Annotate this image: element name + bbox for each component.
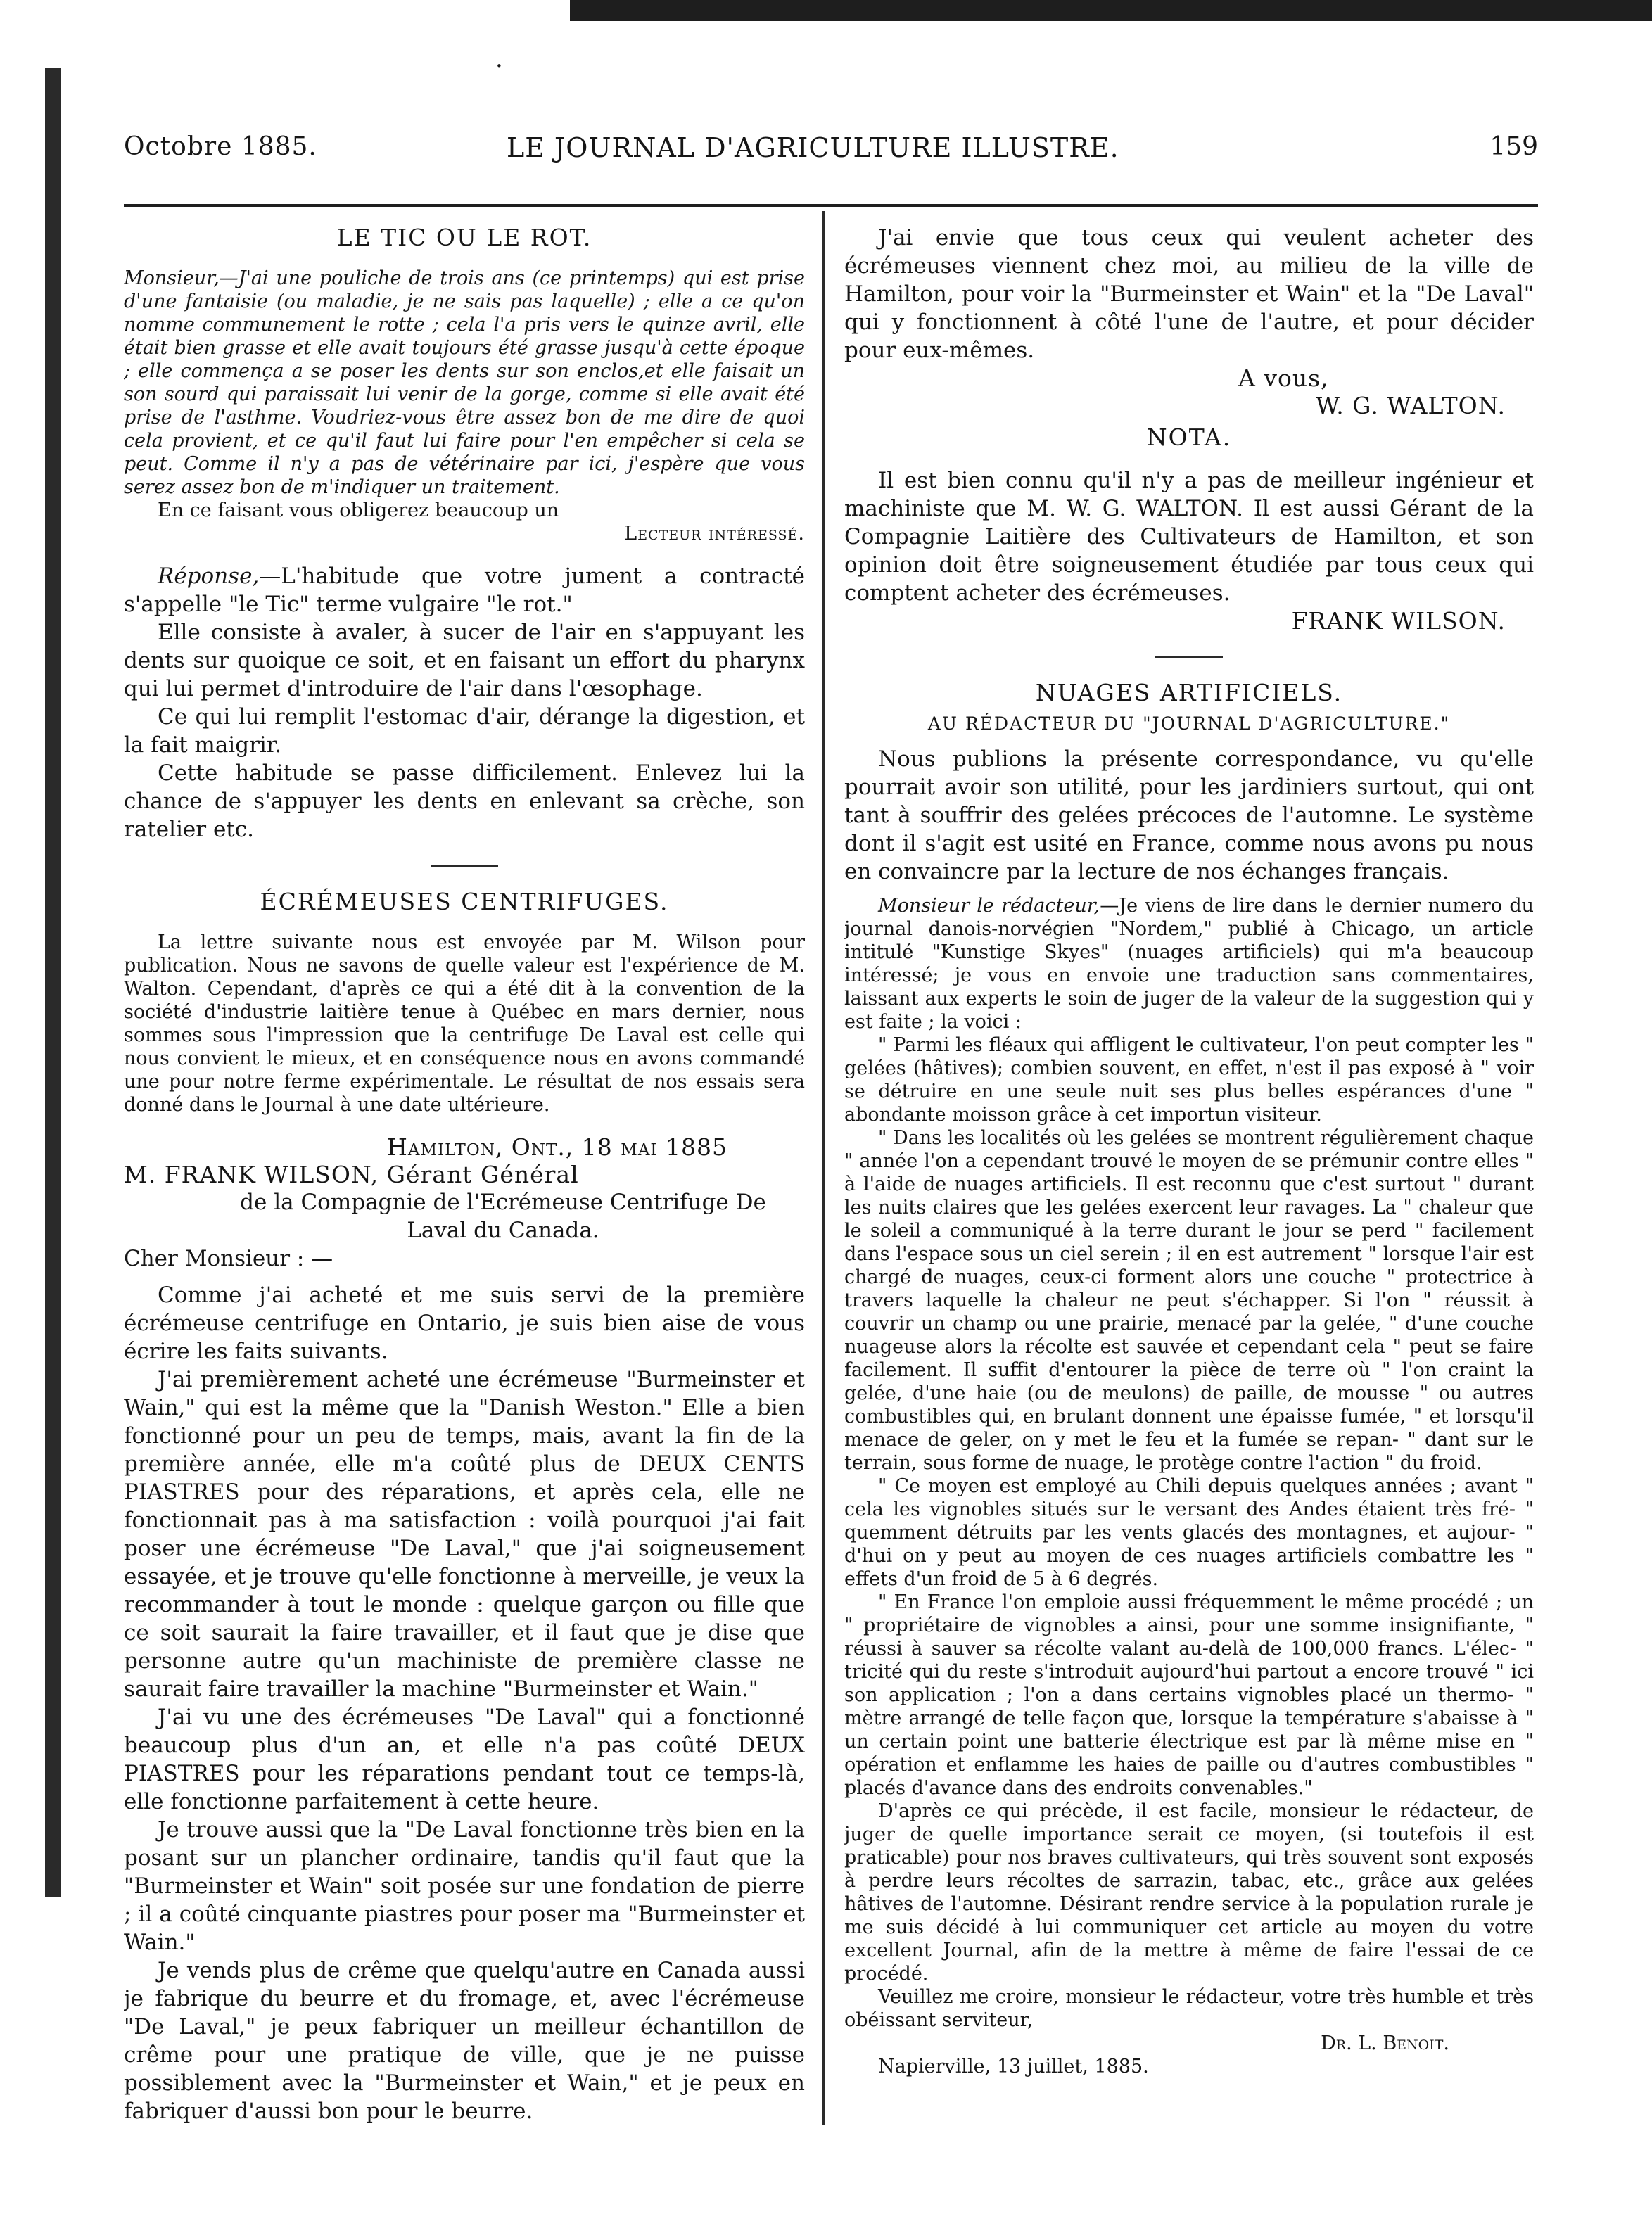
nuages-conclusion: D'après ce qui précède, il est facile, monsieur le rédacteur, de juger de quelle importance serait ce moyen, (si toutefois il est praticable) pour nos braves cultivateurs, qui très souvent sont exposés à perdre leurs récoltes de sarrazin, tabac, etc., grâce aux gelées hâtives de l'automne. Désirant rendre service à la population rurale je me suis décidé à lui communiquer cet article au moyen du votre excellent Journal, afin de la mettre à même de faire l'essai de ce procédé. [844,1800,1534,1985]
ecremeuses-title: ÉCRÉMEUSES CENTRIFUGES. [260,888,669,915]
tic-reply-2: Elle consiste à avaler, à sucer de l'air en s'appuyant les dents sur quoique ce soit, et en faisant un effort du pharynx qui lui permet d'introduire de l'air dans l'œsophage. [124,620,805,701]
ecremeuses-addressee-company: de la Compagnie de l'Ecrémeuse Centrifuge De Laval du Canada. [240,1190,766,1243]
spacer [124,545,805,562]
ecremeuses-addressee: M. FRANK WILSON, Gérant Général [124,1161,579,1188]
page-top-edge-bar [570,0,1652,21]
ecremeuses-closing: A vous, [1238,364,1329,392]
tic-title: LE TIC OU LE ROT. [336,224,592,251]
journal-title: LE JOURNAL D'AGRICULTURE ILLUSTRE. [507,132,1119,163]
nota-text: Il est bien connu qu'il n'y a pas de meilleur ingénieur et machiniste que M. W. G. WALTON. Il est aussi Gérant de la Compagnie Laitière des Cultivateurs de Hamilton, et son opinion doit être soigneusement étudiée par tous ceux qui comptent acheter des écrémeuses. [844,468,1534,606]
section-divider [1155,656,1223,658]
nuages-letter-text: —Je viens de lire dans le dernier numero du journal danois-norvégien "Nordem," publié à Chicago, un article intitulé "Kunstige Skyes" (nuages artificiels) qui m'a beaucoup intéressé; je vous en envoie une traduction sans commentaires, laissant aux experts le soin de juger de la valeur de la suggestion qui y est faite ; la voici : [844,895,1534,1033]
nuages-quote-4: " En France l'on emploie aussi fréquemment le même procédé ; un " propriétaire de vignobles a ainsi, pour une somme insignifiante, " réussi à sauver sa récolte valant au-delà de 100,000 francs. L'élec- " tricité qui du reste s'introduit aujourd'hui partout a encore trouvé " ici son application ; l'on a dans certains vignobles placé un thermo- " mètre arrangé de telle façon que, lorsque la température s'abaisse à " un certain point une batterie électrique est par là même mise en " opération et enflamme les haies de paille ou d'autres combustibles " placés d'avance dans des endroits convenables." [844,1591,1534,1799]
column-rule [822,211,825,2125]
ecremeuses-p6: J'ai envie que tous ceux qui veulent acheter des écrémeuses viennent chez moi, au milieu de la ville de Hamilton, pour voir la "Burmeinster et Wain" et la "De Laval" qui y fonctionnent à côté l'une de l'autre, et pour décider pour eux-mêmes. [844,225,1534,363]
page-margin-bar [45,68,61,1897]
right-column [844,224,1534,2130]
tic-signature: Lecteur intéressé. [624,523,805,545]
nuages-closing: Veuillez me croire, monsieur le rédacteur, votre très humble et très obéissant serviteur, [844,1986,1534,2031]
left-column [124,224,805,2130]
spacer [124,1273,805,1281]
ecremeuses-dateline: Hamilton, Ont., 18 mai 1885 [387,1133,727,1161]
nuages-quote-1: " Parmi les fléaux qui affligent le cultivateur, l'on peut compter les " gelées (hâtives); combien souvent, en effet, n'est il pas exposé à " voir se détruire en une seule nuit ses plus belles espérances d'une " abondante moisson grâce à cet importun visiteur. [844,1034,1534,1126]
nuages-place-date: Napierville, 13 juillet, 1885. [878,2056,1149,2077]
nuages-quote-3: " Ce moyen est employé au Chili depuis quelques années ; avant " cela les vignobles situés sur le versant des Andes étaient très fré- " quemment détruits par les vents glacés des montagnes, et aujour- " d'hui on y peut au moyen de ces nuages artificiels combattre les " effets d'un froid de 5 à 6 degrés. [844,1475,1534,1590]
ecremeuses-p1: Comme j'ai acheté et me suis servi de la première écrémeuse centrifuge en Ontario, je suis bien aise de vous écrire les faits suivants. [124,1283,805,1364]
tic-closing: En ce faisant vous obligerez beaucoup un [158,499,559,521]
running-header [124,132,1538,182]
ecremeuses-p5: Je vends plus de crême que quelqu'autre en Canada aussi je fabrique du beurre et du fromage, et, avec l'écrémeuse "De Laval," je peux fabriquer un meilleur échantillon de crême pour une pratique de ville, que je ne puisse possiblement avec la "Burmeinster et Wain," et je peux en fabriquer d'aussi bon pour le beurre. [124,1958,805,2124]
ecremeuses-p4: Je trouve aussi que la "De Laval fonctionne très bien en la posant sur un plancher ordinaire, tandis qu'il faut que la "Burmeinster et Wain" soit posée sur une fondation de pierre ; il a coûté cinquante piastres pour poser ma "Burmeinster et Wain." [124,1817,805,1955]
nota-title: NOTA. [1146,424,1232,451]
nuages-subtitle: AU RÉDACTEUR DU "JOURNAL D'AGRICULTURE." [927,713,1451,734]
ink-mark: · [495,52,503,80]
walton-signature: W. G. WALTON. [1316,392,1506,419]
ecremeuses-p3: J'ai vu une des écrémeuses "De Laval" qui a fonctionné beaucoup plus d'un an, et elle n'a pas coûté DEUX PIASTRES pour les réparations pendant tout ce temps-là, elle fonctionne parfaitement à cette heure. [124,1705,805,1814]
nuages-quote-2: " Dans les localités où les gelées se montrent régulièrement chaque " année l'on a cependant trouvé le moyen de se prémunir contre elles " à l'aide de nuages artificiels. Il est reconnu que c'est surtout " durant les nuits claires que les gelées exercent leur ravages. La " chaleur que le soleil a communiqué à la terre durant le jour se perd " facilement dans l'espace sous un ciel serein ; il en est autrement " lorsque l'air est chargé de nuages, ceux-ci forment alors une couche " protectrice à travers laquelle la chaleur ne peut s'échapper. Si l'on " réussit à couvrir un champ ou une prairie, menacé par la gelée, " d'une couche nuageuse alors la récolte est sauvée et cependant cela " peut se faire facilement. Il suffit d'entourer la pièce de terre où " l'on craint la gelée, d'une haie (ou de meulons) de paille, de mousse " ou autres combustibles qui, en brulant donnent une épaisse fumée, " et lorsqu'il menace de geler, on y met le feu et la fumée se repan- " dant sur le terrain, sous forme de nuage, le protège contre l'action " du froid. [844,1127,1534,1474]
benoit-signature: Dr. L. Benoit. [1321,2032,1449,2054]
ecremeuses-salutation: Cher Monsieur : — [124,1246,333,1271]
nuages-title: NUAGES ARTIFICIELS. [1035,679,1343,706]
header-rule [124,204,1538,207]
reply-text-1: —L'habitude que votre jument a contracté s'appelle "le Tic" terme vulgaire "le rot." [124,564,805,617]
tic-letter: Monsieur,—J'ai une pouliche de trois ans (ce printemps) qui est prise d'une fantaisie (ou maladie, je ne sais pas laquelle) ; elle a ce qu'on nomme communement le rotte ; cela l'a pris vers le quinze avril, elle était bien grasse et elle avait toujours été grasse jusqu'à cette époque ; elle commença a se poser les dents sur son enclos,et elle faisait un son sourd qui paraissait lui venir de la gorge, comme si elle avait été prise de l'asthme. Voudriez-vous être assez bon de me dire de quoi cela provient, et ce qu'il faut lui faire pour l'en empêcher si cela se peut. Comme il n'y a pas de vétérinaire par ici, j'espère que vous serez assez bon de m'indiquer un traitement. [124,267,805,498]
nuages-letter-label: Monsieur le rédacteur, [878,895,1100,917]
nuages-intro: Nous publions la présente correspondance, vu qu'elle pourrait avoir son utilité, pour les jardiniers surtout, qui ont tant à souffrir des gelées précoces de l'automne. Le système dont il s'agit est usité en France, comme nous avons pu nous en convaincre par la lecture de nos échanges français. [844,746,1534,884]
nuages-letter [844,894,1534,1033]
tic-reply-3: Ce qui lui remplit l'estomac d'air, dérange la digestion, et la fait maigrir. [124,704,805,758]
ecremeuses-p2: J'ai premièrement acheté une écrémeuse "Burmeinster et Wain," qui est la même que la "Danish Weston." Elle a bien fonctionné pour un peu de temps, mais, avant la fin de la première année, elle m'a coûté plus de DEUX CENTS PIASTRES pour des réparations, et après cela, elle ne fonctionnait pas à ma satisfaction : voilà pourquoi j'ai fait poser une écrémeuse "De Laval," que j'ai soigneusement essayée, et je trouve qu'elle fonctionne à merveille, je veux la recommander à tout le monde : quelque garçon ou fille que ce soit saurait la faire travailler, et il faut que je dise que personne autre qu'un machiniste de première classe ne saurait faire travailler la machine "Burmeinster et Wain." [124,1367,805,1702]
spacer [124,1116,805,1133]
tic-reply [124,562,805,618]
tic-reply-4: Cette habitude se passe difficilement. Enlevez lui la chance de s'appuyer les dents en enlevant sa crèche, son ratelier etc. [124,761,805,842]
header-date: Octobre 1885. [124,132,317,161]
wilson-signature: FRANK WILSON. [1291,607,1506,635]
spacer [844,886,1534,894]
ecremeuses-intro: La lettre suivante nous est envoyée par M. Wilson pour publication. Nous ne savons de quelle valeur est l'expérience de M. Walton. Cependant, d'après ce qui a été dit à la convention de la société d'industrie laitière tenue à Québec en mars dernier, nous sommes sous l'impression que la centrifuge De Laval est celle qui nous convient le mieux, et en conséquence nous en avons commandé une pour notre ferme expérimentale. Le résultat de nos essais sera donné dans le Journal à une date ultérieure. [124,931,805,1116]
reply-label: Réponse, [158,564,260,589]
page-number: 159 [1489,132,1538,161]
section-divider [431,865,498,867]
